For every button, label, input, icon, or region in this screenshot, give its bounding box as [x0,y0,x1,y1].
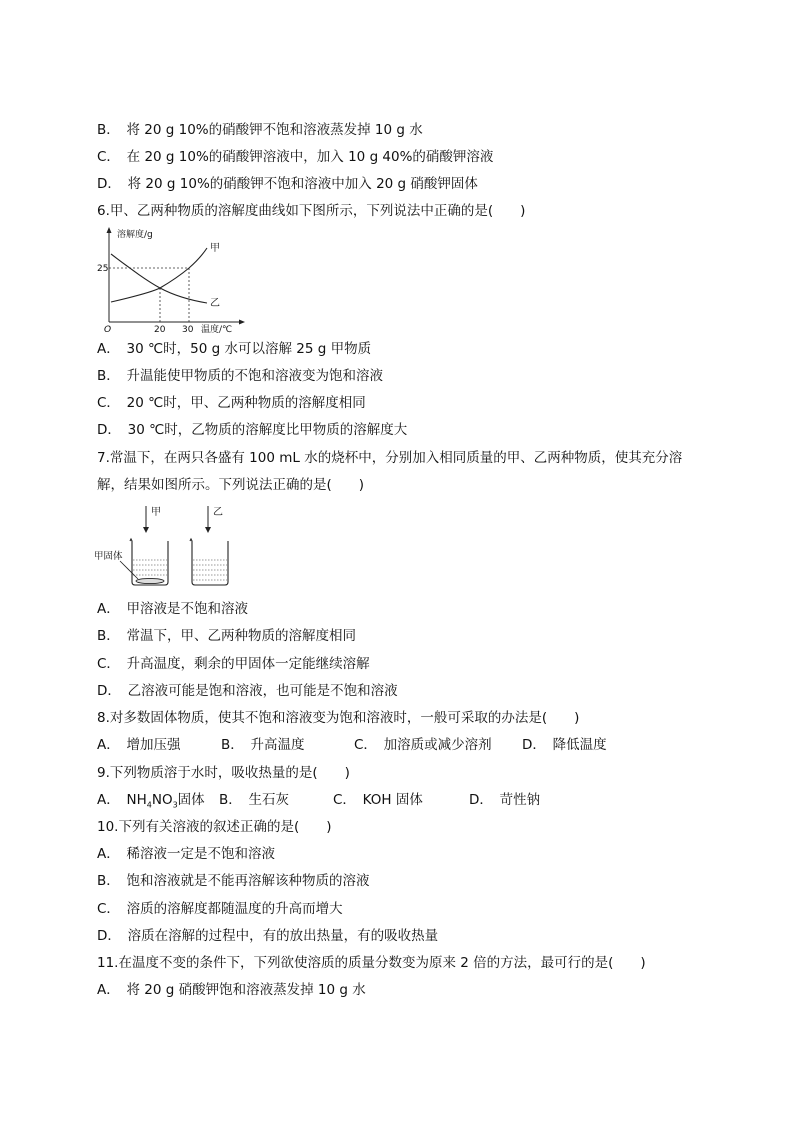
undissolved-solid [136,578,164,583]
q9-option-c: C． KOH 固体 [333,792,423,808]
q10-stem: 10.下列有关溶液的叙述正确的是( ) [97,819,332,835]
curve-label-yi: 乙 [210,298,220,309]
q8-option-b: B． 升高温度 [221,737,305,753]
chart-ylabel: 溶解度/g [117,230,153,240]
q7-option-d: D． 乙溶液可能是饱和溶液，也可能是不饱和溶液 [97,683,398,699]
curve-label-jia: 甲 [210,243,220,254]
q10-option-d: D． 溶质在溶解的过程中，有的放出热量，有的吸收热量 [97,928,439,944]
q6-solubility-chart [97,226,247,334]
arrow-yi-label: 乙 [213,507,223,518]
q8-stem: 8.对多数固体物质，使其不饱和溶液变为饱和溶液时，一般可采取的办法是( ) [97,710,580,726]
chart-ytick-25: 25 [97,264,109,274]
q7-option-a: A． 甲溶液是不饱和溶液 [97,601,248,617]
curve-jia [111,248,207,302]
solid-pointer [120,561,138,579]
solid-label: 甲固体 [94,551,123,562]
q8-option-d: D． 降低温度 [522,737,607,753]
q6-option-c: C． 20 ℃时，甲、乙两种物质的溶解度相同 [97,395,366,411]
q10-option-a: A． 稀溶液一定是不饱和溶液 [97,846,275,862]
q6-option-b: B． 升温能使甲物质的不饱和溶液变为饱和溶液 [97,368,384,384]
q7-option-b: B． 常温下，甲、乙两种物质的溶解度相同 [97,628,357,644]
q11-stem: 11.在温度不变的条件下，下列欲使溶质的质量分数变为原来 2 倍的方法，最可行的是( ) [97,955,646,971]
q7-option-c: C． 升高温度，剩余的甲固体一定能继续溶解 [97,656,370,672]
chart-xtick-30: 30 [182,325,194,334]
q6-option-d: D． 30 ℃时，乙物质的溶解度比甲物质的溶解度大 [97,422,408,438]
q9-option-a: A． $NH_4NO_3$固体 [97,792,205,810]
arrow-jia-head [143,527,149,533]
y-axis-arrow [107,227,112,233]
q8-option-c: C． 加溶质或减少溶剂 [354,737,492,753]
x-axis-arrow [239,320,245,325]
arrow-jia-label: 甲 [151,507,161,518]
beaker-jia [130,539,168,585]
q11-option-a: A． 将 20 g 硝酸钾饱和溶液蒸发掉 10 g 水 [97,982,366,998]
q5-option-b: B． 将 20 g 10%的硝酸钾不饱和溶液蒸发掉 10 g 水 [97,122,423,138]
q9-option-d: D． 苛性钠 [469,792,541,808]
q9-option-b: B． 生石灰 [219,792,290,808]
q9-stem: 9.下列物质溶于水时，吸收热量的是( ) [97,765,350,781]
q5-option-c: C． 在 20 g 10%的硝酸钾溶液中，加入 10 g 40%的硝酸钾溶液 [97,149,494,165]
q6-option-a: A． 30 ℃时，50 g 水可以溶解 25 g 甲物质 [97,341,372,357]
q10-option-b: B． 饱和溶液就是不能再溶解该种物质的溶液 [97,873,370,889]
chart-xtick-20: 20 [154,325,166,334]
q8-option-a: A． 增加压强 [97,737,181,753]
chart-xlabel: 温度/℃ [201,325,233,334]
q10-option-c: C． 溶质的溶解度都随温度的升高而增大 [97,901,343,917]
q7-stem: 7.常温下，在两只各盛有 100 mL 水的烧杯中，分别加入相同质量的甲、乙两种物质，使其充分溶解，结果如图所示。下列说法正确的是( ) [97,450,683,493]
q5-option-d: D． 将 20 g 10%的硝酸钾不饱和溶液中加入 20 g 硝酸钾固体 [97,176,478,192]
chart-origin: O [104,325,112,334]
arrow-yi-head [205,527,211,533]
curve-yi [111,254,207,303]
q6-stem: 6.甲、乙两种物质的溶解度曲线如下图所示，下列说法中正确的是( ) [97,203,526,219]
beaker-yi [190,539,228,585]
q7-beaker-figure [94,504,244,590]
